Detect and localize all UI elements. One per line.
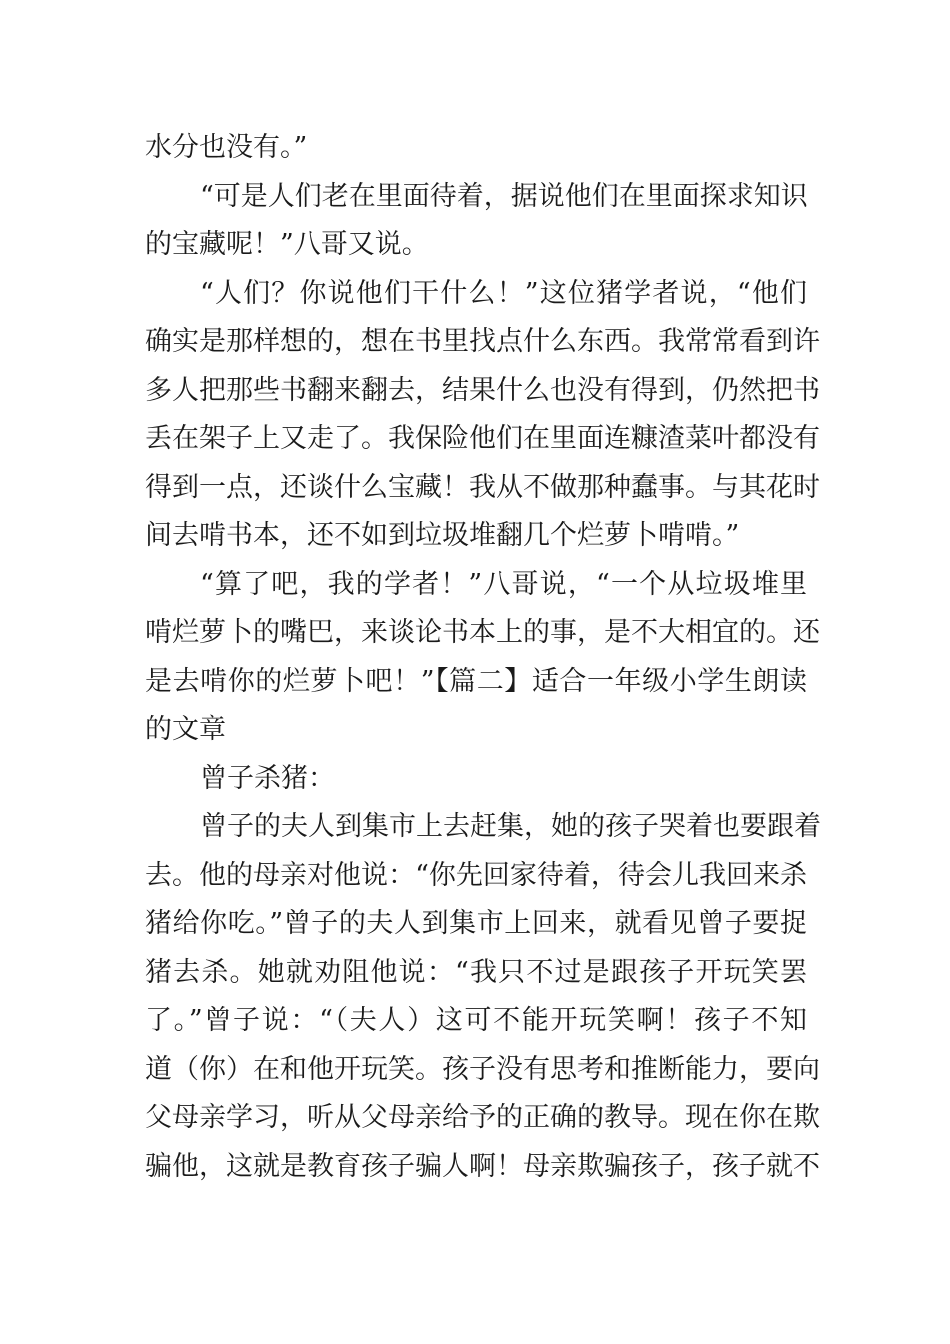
text-line: 是去啃你的烂萝卜吧！”【篇二】适合一年级小学生朗读 bbox=[145, 665, 807, 697]
text-line: 道（你）在和他开玩笑。孩子没有思考和推断能力，要向 bbox=[145, 1053, 820, 1085]
paragraph bbox=[145, 173, 807, 270]
text-line: 父母亲学习，听从父母亲给予的正确的教导。现在你在欺 bbox=[145, 1102, 820, 1133]
text-line: 曾子的夫人到集市上去赶集，她的孩子哭着也要跟着 bbox=[200, 811, 821, 842]
text-line: 水分也没有。” bbox=[145, 132, 308, 163]
text-line: 确实是那样想的，想在书里找点什么东西。我常常看到许 bbox=[145, 326, 820, 357]
section-heading: 曾子杀猪： bbox=[200, 762, 335, 794]
paragraph bbox=[145, 755, 807, 804]
text-line: 间去啃书本，还不如到垃圾堆翻几个烂萝卜啃啃。” bbox=[145, 520, 740, 551]
text-line: 的宝藏呢！”八哥又说。 bbox=[145, 229, 429, 260]
text-line: 去。他的母亲对他说：“你先回家待着，待会儿我回来杀 bbox=[145, 859, 807, 891]
text-line: 多人把那些书翻来翻去，结果什么也没有得到，仍然把书 bbox=[145, 374, 820, 406]
text-line: “算了吧，我的学者！”八哥说，“一个从垃圾堆里 bbox=[200, 568, 807, 600]
paragraph bbox=[145, 561, 820, 755]
text-line: 了。”曾子说：“（夫人）这可不能开玩笑啊！孩子不知 bbox=[145, 1005, 807, 1036]
text-line: “人们？你说他们干什么！”这位猪学者说，“他们 bbox=[200, 277, 807, 309]
text-line: 猪给你吃。”曾子的夫人到集市上回来，就看见曾子要捉 bbox=[145, 908, 807, 939]
text-line: “可是人们老在里面待着，据说他们在里面探求知识 bbox=[200, 180, 808, 212]
document-body bbox=[145, 124, 821, 1191]
text-line: 得到一点，还谈什么宝藏！我从不做那种蠢事。与其花时 bbox=[145, 471, 820, 503]
text-line: 骗他，这就是教育孩子骗人啊！母亲欺骗孩子，孩子就不 bbox=[145, 1150, 820, 1182]
text-line: 的文章 bbox=[145, 714, 226, 745]
text-line: 猪去杀。她就劝阻他说：“我只不过是跟孩子开玩笑罢 bbox=[145, 956, 807, 988]
text-line: 丢在架子上又走了。我保险他们在里面连糠渣菜叶都没有 bbox=[145, 423, 820, 454]
paragraph bbox=[145, 124, 807, 173]
text-line: 啃烂萝卜的嘴巴，来谈论书本上的事，是不大相宜的。还 bbox=[145, 617, 820, 648]
paragraph bbox=[145, 803, 821, 1191]
paragraph bbox=[145, 270, 820, 561]
